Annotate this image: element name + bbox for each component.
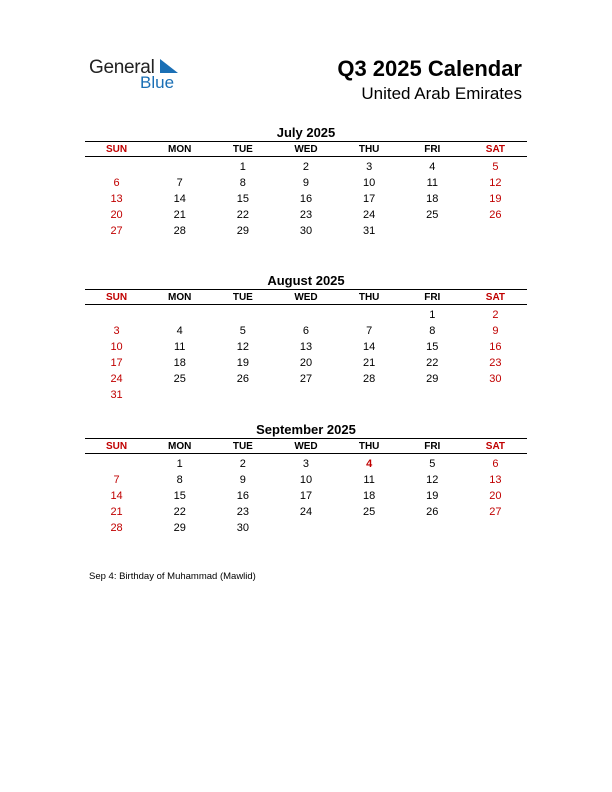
weekday-header: SUN (85, 142, 148, 157)
logo-text-blue: Blue (140, 73, 175, 92)
day-cell (274, 387, 337, 403)
day-cell: 24 (299, 506, 313, 518)
day-cell: 22 (236, 209, 249, 221)
weekday-header: SUN (85, 290, 148, 305)
calendar-grid (85, 438, 527, 536)
weekday-header: FRI (401, 142, 464, 157)
day-cell (338, 307, 401, 323)
weekday-header: SAT (464, 142, 527, 157)
day-cell: 8 (429, 325, 436, 337)
weekday-header: MON (148, 439, 211, 454)
day-cell: 28 (173, 225, 186, 237)
weekday-header: THU (338, 142, 401, 157)
calendar-grid (85, 141, 527, 239)
weekday-header: THU (338, 439, 401, 454)
week-row (85, 223, 527, 239)
week-row (85, 323, 527, 339)
day-cell: 28 (363, 373, 376, 385)
day-cell: 20 (110, 209, 123, 221)
day-cell (338, 520, 401, 536)
week-row (85, 371, 527, 387)
day-cell: 14 (110, 490, 123, 502)
generalblue-logo (88, 55, 198, 95)
day-cell: 15 (173, 490, 186, 502)
day-cell: 13 (110, 193, 123, 205)
day-cell (148, 159, 211, 175)
day-cell (211, 307, 274, 323)
day-cell: 14 (363, 341, 376, 353)
day-cell: 6 (113, 177, 120, 189)
day-cell: 11 (174, 341, 186, 353)
month-title: August 2025 (267, 273, 345, 288)
week-row (85, 207, 527, 223)
day-cell: 8 (239, 177, 246, 189)
weekday-header-row (85, 290, 527, 305)
day-cell: 31 (110, 389, 123, 401)
day-cell: 6 (492, 458, 499, 470)
day-cell: 17 (110, 357, 123, 369)
weekday-header: SUN (85, 439, 148, 454)
day-cell: 25 (426, 209, 439, 221)
weekday-header: MON (148, 290, 211, 305)
day-cell (211, 387, 274, 403)
day-cell: 16 (236, 490, 249, 502)
day-cell: 17 (299, 490, 313, 502)
day-cell: 27 (299, 373, 313, 385)
day-cell: 19 (489, 193, 502, 205)
month-title: July 2025 (276, 125, 336, 140)
day-cell: 9 (492, 325, 499, 337)
day-cell (274, 520, 337, 536)
page-title: Q3 2025 Calendar (337, 56, 522, 81)
day-cell: 5 (429, 458, 436, 470)
day-cell: 15 (426, 341, 439, 353)
day-cell: 3 (366, 161, 373, 173)
weekday-header-row (85, 439, 527, 454)
week-row (85, 339, 527, 355)
day-cell: 21 (110, 506, 123, 518)
day-cell: 18 (173, 357, 186, 369)
day-cell (464, 387, 527, 403)
week-row (85, 159, 527, 175)
weekday-header: SAT (464, 290, 527, 305)
day-cell: 9 (239, 474, 246, 486)
country-name: United Arab Emirates (361, 84, 522, 103)
day-cell: 29 (236, 225, 249, 237)
day-cell (464, 520, 527, 536)
day-cell: 30 (489, 373, 502, 385)
month-title: September 2025 (256, 422, 356, 437)
logo-triangle-icon (160, 59, 178, 73)
day-cell: 23 (236, 506, 249, 518)
week-row (85, 504, 527, 520)
day-cell: 20 (299, 357, 313, 369)
day-cell: 14 (173, 193, 186, 205)
day-cell (85, 307, 148, 323)
day-cell: 1 (429, 309, 436, 321)
week-row (85, 175, 527, 191)
day-cell: 30 (236, 522, 249, 534)
day-cell (274, 307, 337, 323)
day-cell (85, 456, 148, 472)
day-cell: 8 (176, 474, 183, 486)
day-cell: 7 (176, 177, 183, 189)
day-cell: 15 (236, 193, 249, 205)
day-cell: 22 (173, 506, 186, 518)
month-july (85, 124, 527, 239)
weekday-header: SAT (464, 439, 527, 454)
month-september (85, 421, 527, 536)
day-cell: 19 (426, 490, 439, 502)
weekday-header: MON (148, 142, 211, 157)
day-cell: 2 (239, 458, 246, 470)
day-cell: 9 (302, 177, 310, 189)
day-cell (148, 307, 211, 323)
weekday-header: WED (274, 290, 337, 305)
day-cell: 30 (299, 225, 313, 237)
day-cell: 10 (363, 177, 376, 189)
logo-text-general: General (89, 57, 155, 78)
day-cell: 2 (302, 161, 310, 173)
day-cell: 7 (113, 474, 120, 486)
weekday-header-row (85, 142, 527, 157)
day-cell (85, 159, 148, 175)
day-cell: 4 (429, 161, 436, 173)
day-cell: 21 (363, 357, 376, 369)
calendar-grid (85, 289, 527, 403)
day-cell (338, 387, 401, 403)
week-row (85, 520, 527, 536)
day-cell: 16 (489, 341, 502, 353)
day-cell (464, 223, 527, 239)
day-cell: 3 (302, 458, 310, 470)
day-cell: 16 (299, 193, 313, 205)
day-cell: 26 (489, 209, 502, 221)
day-cell (401, 520, 464, 536)
day-cell: 25 (363, 506, 376, 518)
day-cell: 22 (426, 357, 439, 369)
week-row (85, 355, 527, 371)
day-cell: 1 (176, 458, 183, 470)
day-cell: 29 (173, 522, 186, 534)
day-cell: 13 (299, 341, 313, 353)
day-cell (401, 387, 464, 403)
day-cell: 11 (363, 474, 375, 486)
day-cell: 4 (176, 325, 183, 337)
weekday-header: FRI (401, 439, 464, 454)
day-cell: 24 (110, 373, 123, 385)
day-cell: 5 (492, 161, 499, 173)
day-cell-holiday: 4 (366, 458, 373, 470)
day-cell: 23 (489, 357, 502, 369)
week-row (85, 472, 527, 488)
weekday-header: THU (338, 290, 401, 305)
week-row (85, 387, 527, 403)
day-cell: 20 (489, 490, 502, 502)
day-cell: 1 (239, 161, 246, 173)
week-row (85, 307, 527, 323)
day-cell: 19 (236, 357, 249, 369)
day-cell: 13 (489, 474, 502, 486)
day-cell: 11 (426, 177, 438, 189)
day-cell: 3 (113, 325, 120, 337)
week-row (85, 191, 527, 207)
day-cell: 12 (426, 474, 439, 486)
day-cell (401, 223, 464, 239)
weekday-header: TUE (211, 142, 274, 157)
day-cell: 10 (110, 341, 123, 353)
day-cell: 27 (110, 225, 123, 237)
weekday-header: WED (274, 142, 337, 157)
day-cell: 7 (366, 325, 373, 337)
day-cell (148, 387, 211, 403)
day-cell: 10 (299, 474, 313, 486)
weekday-header: TUE (211, 439, 274, 454)
day-cell: 31 (363, 225, 376, 237)
weekday-header: WED (274, 439, 337, 454)
week-row (85, 488, 527, 504)
month-august (85, 272, 527, 403)
day-cell: 18 (426, 193, 439, 205)
day-cell: 5 (239, 325, 246, 337)
day-cell: 26 (426, 506, 439, 518)
day-cell: 23 (299, 209, 313, 221)
day-cell: 21 (173, 209, 186, 221)
weekday-header: TUE (211, 290, 274, 305)
week-row (85, 456, 527, 472)
day-cell: 24 (363, 209, 376, 221)
day-cell: 17 (363, 193, 376, 205)
day-cell: 27 (489, 506, 502, 518)
day-cell: 6 (302, 325, 310, 337)
day-cell: 29 (426, 373, 439, 385)
day-cell: 12 (236, 341, 249, 353)
day-cell: 18 (363, 490, 376, 502)
day-cell: 12 (489, 177, 502, 189)
day-cell: 2 (492, 309, 499, 321)
weekday-header: FRI (401, 290, 464, 305)
day-cell: 28 (110, 522, 123, 534)
holiday-note: Sep 4: Birthday of Muhammad (Mawlid) (89, 571, 256, 582)
day-cell: 25 (173, 373, 186, 385)
day-cell: 26 (236, 373, 249, 385)
